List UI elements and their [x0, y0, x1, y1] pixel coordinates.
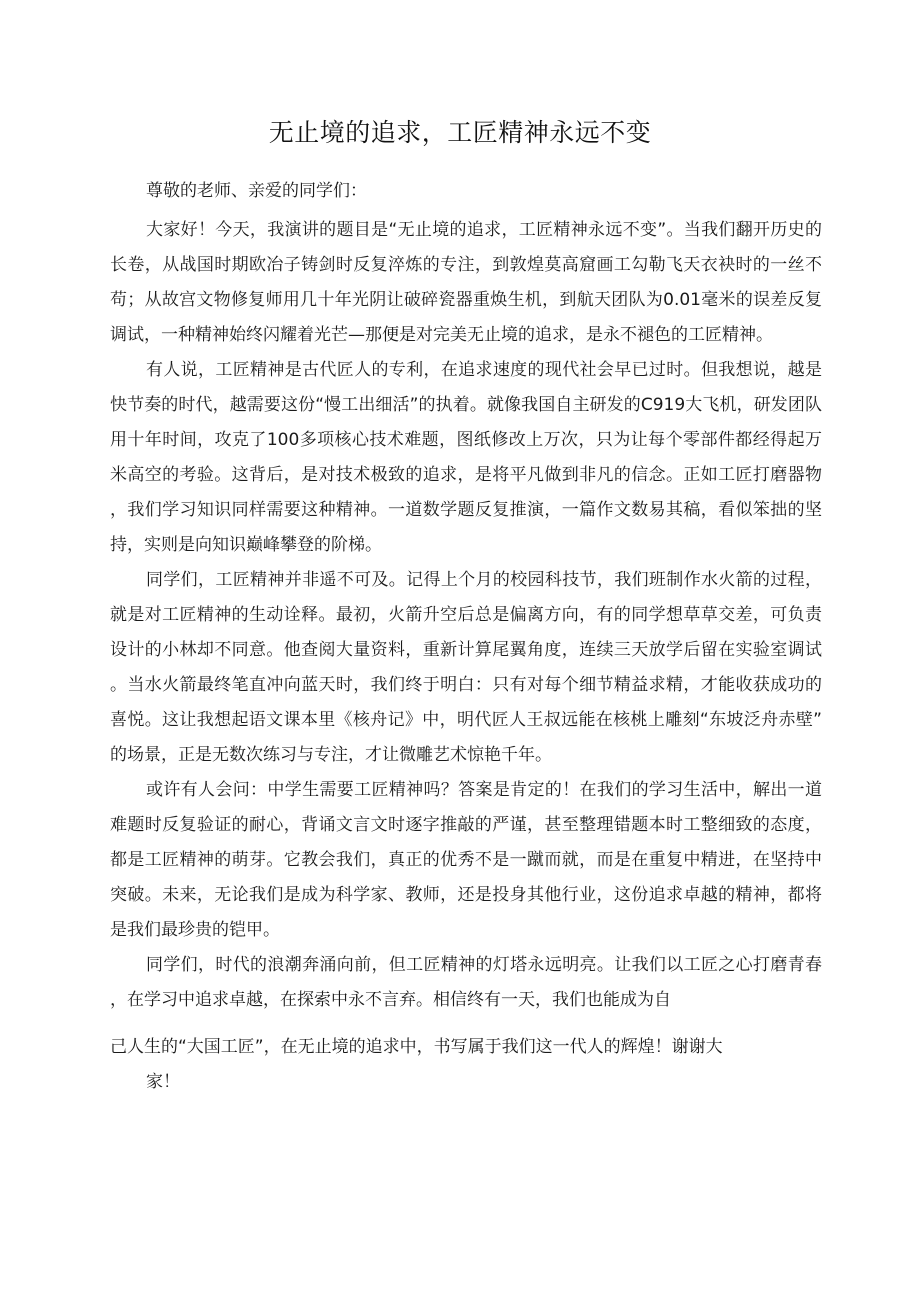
closing-line: 己人生的“大国工匠”，在无止境的追求中，书写属于我们这一代人的辉煌！谢谢大	[110, 1037, 723, 1057]
greeting: 尊敬的老师、亲爱的同学们：	[146, 181, 367, 201]
document-title: 无止境的追求，工匠精神永远不变	[268, 118, 652, 147]
closing-end: 家！	[146, 1072, 180, 1092]
paragraph-call-to-action: 同学们，时代的浪潮奔涌向前，但工匠精神的灯塔永远明亮。让我们以工匠之心打磨青春，在学习中追求卓越，在探索中永不言弃。相信终有一天，我们也能成为自	[110, 955, 822, 1010]
paragraph-intro: 大家好！今天，我演讲的题目是“无止境的追求，工匠精神永远不变”。当我们翻开历史的长卷，从战国时期欧冶子铸剑时反复淬炼的专注，到敦煌莫高窟画工勾勒飞天衣袂时的一丝不苟；从故宫文物修复师用几十年光阴让破碎瓷器重焕生机，到航天团队为0.01毫米的误差反复调试，一种精神始终闪耀着光芒—那便是对完美无止境的追求，是永不褪色的工匠精神。	[110, 220, 822, 345]
paragraph-science-fair: 同学们，工匠精神并非遥不可及。记得上个月的校园科技节，我们班制作水火箭的过程，就是对工匠精神的生动诠释。最初，火箭升空后总是偏离方向，有的同学想草草交差，可负责设计的小林却不同意。他查阅大量资料，重新计算尾翼角度，连续三天放学后留在实验室调试。当水火箭最终笔直冲向蓝天时，我们终于明白：只有对每个细节精益求精，才能收获成功的喜悦。这让我想起语文课本里《核舟记》中，明代匠人王叔远能在核桃上雕刻“东坡泛舟赤壁”的场景，正是无数次练习与专注，才让微雕艺术惊艳千年。	[110, 570, 822, 765]
paragraph-students: 或许有人会问：中学生需要工匠精神吗？答案是肯定的！在我们的学习生活中，解出一道难题时反复验证的耐心，背诵文言文时逐字推敲的严谨，甚至整理错题本时工整细致的态度，都是工匠精神的萌芽。它教会我们，真正的优秀不是一蹴而就，而是在重复中精进，在坚持中突破。未来，无论我们是成为科学家、教师，还是投身其他行业，这份追求卓越的精神，都将是我们最珍贵的铠甲。	[110, 780, 822, 940]
document-body	[110, 174, 822, 1100]
paragraph-modern-era: 有人说，工匠精神是古代匠人的专利，在追求速度的现代社会早已过时。但我想说，越是快节奏的时代，越需要这份“慢工出细活”的执着。就像我国自主研发的C919大飞机，研发团队用十年时间，攻克了100多项核心技术难题，图纸修改上万次，只为让每个零部件都经得起万米高空的考验。这背后，是对技术极致的追求，是将平凡做到非凡的信念。正如工匠打磨器物，我们学习知识同样需要这种精神。一道数学题反复推演，一篇作文数易其稿，看似笨拙的坚持，实则是向知识巅峰攀登的阶梯。	[110, 360, 822, 555]
